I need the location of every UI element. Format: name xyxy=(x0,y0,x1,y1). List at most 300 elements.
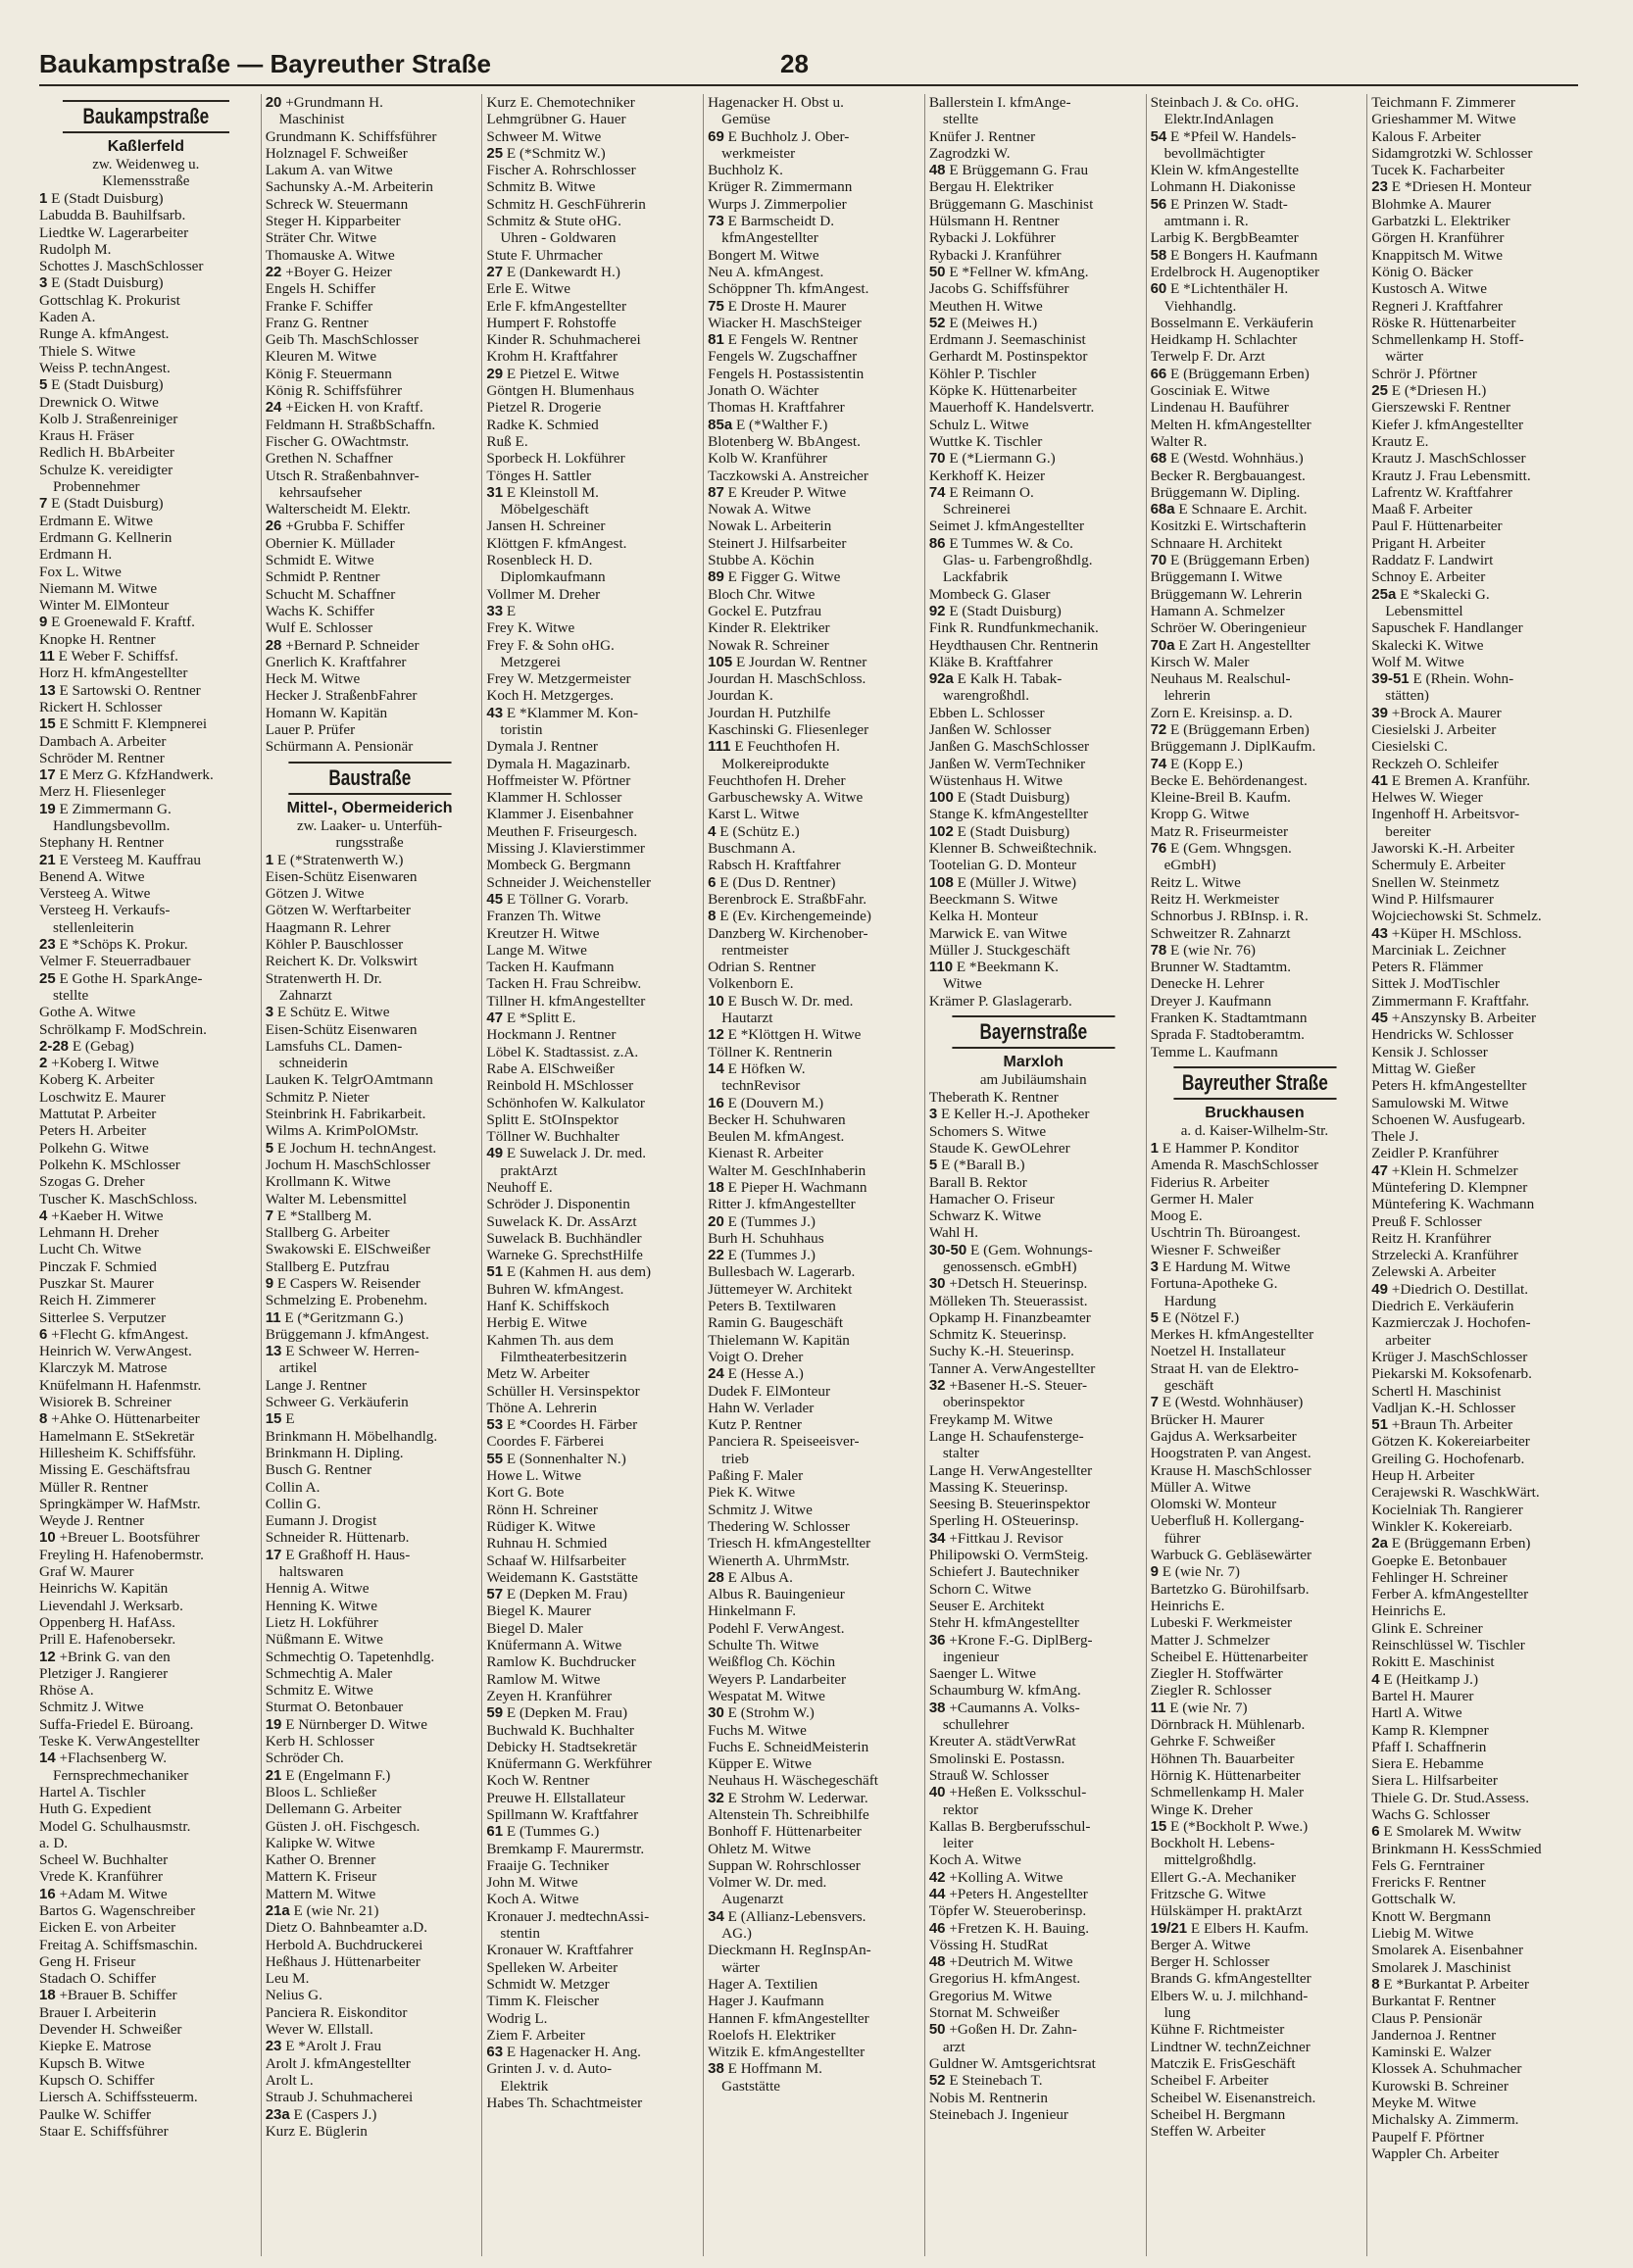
entry-continuation: genossensch. eGmbH) xyxy=(942,1258,1077,1275)
resident-entry xyxy=(708,213,916,229)
resident-text: E (Tummes G.) xyxy=(506,1823,600,1841)
resident-text: Metz W. Arbeiter xyxy=(486,1365,590,1383)
resident-text: Runge A. kfmAngest. xyxy=(39,325,170,343)
resident-text: E (Stadt Duisburg) xyxy=(51,495,164,513)
resident-entry xyxy=(1151,568,1360,585)
resident-text: Berenbrock E. StraßbFahr. xyxy=(708,890,867,908)
resident-text: Weißflog Ch. Köchin xyxy=(708,1653,836,1671)
resident-text: E *Pfeil W. Handels- xyxy=(1170,127,1297,145)
resident-text: +Brink G. van den xyxy=(59,1648,171,1665)
resident-text: E (Brüggemann Erben) xyxy=(1170,365,1310,382)
resident-entry xyxy=(266,2106,474,2123)
resident-text: Rabe A. ElSchweißer xyxy=(486,1060,615,1077)
house-number: 20 xyxy=(708,1212,724,1230)
resident-entry xyxy=(708,366,916,382)
resident-text: E (Stadt Duisburg) xyxy=(51,376,164,394)
house-number: 70 xyxy=(928,450,946,468)
resident-text: Eicken E. von Arbeiter xyxy=(39,1919,176,1937)
entry-continuation: Schreinerei xyxy=(942,501,1011,518)
entry-continuation: trieb xyxy=(721,1450,749,1467)
resident-text: Dreyer J. Kaufmann xyxy=(1150,992,1272,1010)
resident-entry xyxy=(929,1953,1138,1970)
resident-text: Koch H. Metzgerges. xyxy=(486,687,615,705)
resident-text: Erdelbrock H. Augenoptiker xyxy=(1150,263,1320,280)
resident-text: E Brüggemann G. Frau xyxy=(949,162,1089,179)
entry-continuation: mittelgroßhdlg. xyxy=(1163,1851,1257,1869)
resident-text: Nelius G. xyxy=(265,1987,322,2004)
resident-text: Klein W. kfmAngestellte xyxy=(1150,162,1299,179)
resident-text: Lakum A. van Witwe xyxy=(265,162,393,179)
resident-text: Roelofs H. Elektriker xyxy=(708,2026,836,2044)
house-number: 48 xyxy=(928,162,946,179)
resident-entry xyxy=(929,298,1138,315)
resident-entry xyxy=(39,1937,253,1953)
resident-entry xyxy=(929,1632,1138,1649)
resident-text: Maaß F. Arbeiter xyxy=(1371,501,1473,518)
resident-entry xyxy=(1371,1602,1580,1619)
entry-continuation: Augenarzt xyxy=(721,1891,784,1908)
resident-text: Timm K. Fleischer xyxy=(486,1993,600,2010)
resident-text: Graf W. Maurer xyxy=(39,1563,134,1581)
resident-entry xyxy=(39,1851,253,1868)
resident-entry xyxy=(266,1106,474,1122)
resident-entry xyxy=(708,1722,916,1739)
resident-text: Brinkmann H. KessSchmied xyxy=(1371,1840,1542,1857)
resident-text: Staar E. Schiffsführer xyxy=(39,2122,169,2140)
resident-entry xyxy=(1371,280,1580,297)
entry-continuation: ingenieur xyxy=(942,1648,1000,1665)
resident-entry xyxy=(1371,2095,1580,2111)
resident-entry xyxy=(39,1173,253,1190)
resident-text: E (Stadt Duisburg) xyxy=(949,602,1062,619)
resident-entry xyxy=(929,1614,1138,1631)
resident-text: Schmitz K. Steuerinsp. xyxy=(928,1326,1066,1344)
resident-text: E *Arolt J. Frau xyxy=(285,2038,382,2055)
resident-text: Jandernoa J. Rentner xyxy=(1371,2026,1497,2044)
resident-text: Bartetzko G. Bürohilfsarb. xyxy=(1150,1580,1310,1598)
resident-text: E Schütz E. Witwe xyxy=(276,1004,390,1021)
resident-text: Lindtner W. technZeichner xyxy=(1150,2038,1311,2055)
resident-text: Kurz E. Büglerin xyxy=(265,2122,368,2140)
resident-text: Goepke E. Betonbauer xyxy=(1371,1552,1508,1569)
resident-entry xyxy=(39,1071,253,1088)
resident-text: Erdmann E. Witwe xyxy=(39,512,153,529)
resident-text: Güsten J. oH. Fischgesch. xyxy=(265,1817,421,1835)
resident-entry xyxy=(929,1123,1138,1140)
resident-entry xyxy=(39,274,253,291)
resident-text: E Figger G. Witwe xyxy=(727,568,841,586)
resident-entry xyxy=(266,535,474,552)
resident-text: Drewnick O. Witwe xyxy=(39,393,159,411)
resident-entry xyxy=(486,1841,695,1857)
house-number: 52 xyxy=(928,314,946,331)
resident-text: Gosciniak E. Witwe xyxy=(1150,382,1270,400)
resident-text: Mattutat P. Arbeiter xyxy=(39,1106,157,1123)
resident-text: Scheibel E. Hüttenarbeiter xyxy=(1150,1648,1309,1665)
resident-entry xyxy=(708,162,916,178)
resident-text: Röske R. Hüttenarbeiter xyxy=(1371,314,1516,331)
resident-text: Sprada F. Stadtoberamtm. xyxy=(1150,1026,1305,1044)
resident-entry xyxy=(1371,1196,1580,1212)
house-number: 20 xyxy=(265,94,282,111)
resident-text: Janßen W. Schlosser xyxy=(928,720,1052,738)
resident-entry xyxy=(266,1292,474,1308)
resident-entry xyxy=(1151,2021,1360,2038)
resident-text: Germer H. Maler xyxy=(1150,1190,1254,1208)
resident-text: Kiepke E. Matrose xyxy=(39,2038,152,2055)
resident-entry xyxy=(39,411,253,427)
resident-entry xyxy=(1151,1784,1360,1800)
resident-entry xyxy=(1151,1767,1360,1784)
resident-text: E Busch W. Dr. med. xyxy=(727,992,854,1010)
resident-entry xyxy=(39,1055,253,1071)
resident-entry xyxy=(929,908,1138,924)
entry-continuation: eGmbH) xyxy=(1163,857,1216,874)
resident-text: Kaschinski G. Fliesenleger xyxy=(708,720,869,738)
resident-text: E (*Geritzmann G.) xyxy=(284,1308,404,1326)
resident-entry xyxy=(1151,1682,1360,1699)
resident-text: Kelka H. Monteur xyxy=(928,908,1038,925)
resident-entry xyxy=(929,1818,1138,1835)
resident-entry xyxy=(486,756,695,772)
resident-entry xyxy=(486,603,695,619)
house-number: 10 xyxy=(708,992,724,1010)
resident-text: Pinczak F. Schmied xyxy=(39,1257,157,1275)
resident-text: E Graßhoff H. Haus- xyxy=(285,1546,411,1563)
resident-text: Brauer I. Arbeiterin xyxy=(39,2003,157,2021)
resident-entry xyxy=(486,1806,695,1823)
resident-text: Velmer F. Steuerradbauer xyxy=(39,953,191,970)
resident-entry xyxy=(486,331,695,348)
resident-entry xyxy=(929,1224,1138,1241)
resident-text: Neuhaus M. Realschul- xyxy=(1150,670,1291,688)
resident-text: E Reimann O. xyxy=(949,483,1034,501)
resident-text: E (Rhein. Wohn- xyxy=(1412,670,1514,688)
resident-entry xyxy=(1371,1383,1580,1400)
resident-entry xyxy=(39,190,253,207)
house-number: 85a xyxy=(708,416,733,433)
resident-entry xyxy=(1151,196,1360,213)
resident-text: Bloch Chr. Witwe xyxy=(708,585,816,603)
house-number: 72 xyxy=(1150,720,1167,738)
resident-text: Podehl F. VerwAngest. xyxy=(708,1619,845,1637)
house-number: 52 xyxy=(928,2072,946,2090)
resident-entry xyxy=(708,1620,916,1637)
resident-text: Philipowski O. VermSteig. xyxy=(928,1547,1089,1564)
resident-entry xyxy=(39,1461,253,1478)
resident-text: +Brauer B. Schiffer xyxy=(59,1987,177,2004)
resident-entry xyxy=(266,603,474,619)
resident-text: E (Tummes J.) xyxy=(727,1212,816,1230)
resident-entry xyxy=(266,1479,474,1496)
resident-text: Fink R. Rundfunkmechanik. xyxy=(928,619,1099,637)
resident-entry xyxy=(486,1602,695,1619)
resident-entry xyxy=(39,783,253,800)
resident-text: Grundmann K. Schiffsführer xyxy=(265,127,437,145)
resident-entry xyxy=(708,1332,916,1349)
resident-entry xyxy=(266,213,474,229)
resident-entry xyxy=(1371,1569,1580,1586)
resident-entry xyxy=(1371,1739,1580,1755)
resident-entry xyxy=(266,1496,474,1512)
resident-text: +Fittkau J. Revisor xyxy=(949,1529,1064,1547)
resident-entry xyxy=(266,178,474,195)
resident-text: Kocielniak Th. Rangierer xyxy=(1371,1501,1523,1518)
resident-entry xyxy=(708,1298,916,1314)
resident-entry xyxy=(266,687,474,704)
resident-entry xyxy=(1151,484,1360,501)
resident-entry xyxy=(486,1569,695,1586)
house-number: 2-28 xyxy=(39,1037,70,1055)
resident-text: Peters H. kfmAngestellter xyxy=(1371,1077,1527,1095)
resident-entry xyxy=(708,315,916,331)
resident-entry xyxy=(266,1377,474,1394)
resident-text: Fortuna-Apotheke G. xyxy=(1150,1275,1278,1293)
resident-entry xyxy=(1151,1547,1360,1563)
resident-text: E Fengels W. Rentner xyxy=(727,331,859,349)
street-heading: Bayernstraße xyxy=(952,1015,1114,1049)
resident-entry xyxy=(1151,874,1360,891)
resident-text: E (Depken M. Frau) xyxy=(506,1586,628,1603)
resident-entry xyxy=(266,1733,474,1750)
house-number: 46 xyxy=(928,1919,946,1937)
resident-text: Lafrentz W. Kraftfahrer xyxy=(1371,483,1513,501)
resident-entry xyxy=(1371,721,1580,738)
resident-text: Schoenen W. Ausfugearb. xyxy=(1371,1110,1526,1128)
resident-text: E Tummes W. & Co. xyxy=(949,534,1073,552)
column-5 xyxy=(924,94,1138,2256)
column-7 xyxy=(1366,94,1580,2256)
resident-entry xyxy=(1371,637,1580,654)
resident-entry xyxy=(486,145,695,162)
entry-continuation: stätten) xyxy=(1385,687,1429,705)
resident-entry xyxy=(1151,501,1360,518)
resident-text: Glink E. Schreiner xyxy=(1371,1619,1483,1637)
resident-entry xyxy=(266,450,474,467)
resident-entry xyxy=(708,1179,916,1196)
resident-entry xyxy=(486,1128,695,1145)
resident-text: E xyxy=(506,602,517,619)
house-number: 19 xyxy=(39,800,56,817)
house-number: 43 xyxy=(1371,924,1388,942)
resident-entry xyxy=(708,128,916,145)
resident-entry xyxy=(1151,670,1360,687)
resident-text: Leu M. xyxy=(265,1970,310,1988)
resident-entry xyxy=(39,2089,253,2105)
resident-text: Kühne F. Richtmeister xyxy=(1150,2021,1285,2039)
resident-text: +Caumanns A. Volks- xyxy=(949,1699,1080,1716)
resident-entry xyxy=(39,1868,253,1885)
resident-text: Klenner B. Schweißtechnik. xyxy=(928,840,1098,858)
house-number: 89 xyxy=(708,568,724,586)
resident-text: Krüger R. Zimmermann xyxy=(708,178,853,196)
resident-text: Klöttgen F. kfmAngest. xyxy=(486,534,627,552)
resident-text: Wulf E. Schlosser xyxy=(265,619,373,637)
resident-entry xyxy=(486,247,695,264)
resident-entry xyxy=(266,953,474,969)
resident-text: E Zart H. Angestellter xyxy=(1178,636,1311,654)
resident-entry xyxy=(39,241,253,258)
resident-text: E (Meiwes H.) xyxy=(949,314,1038,331)
resident-text: +Detsch H. Steuerinsp. xyxy=(949,1275,1088,1293)
entry-continuation: Elektr.IndAnlagen xyxy=(1163,111,1274,128)
resident-text: Frey K. Witwe xyxy=(486,619,575,637)
resident-entry xyxy=(1371,1281,1580,1298)
resident-text: Scheibel W. Eisenanstreich. xyxy=(1150,2089,1316,2106)
resident-text: Schröer W. Oberingenieur xyxy=(1150,619,1307,637)
resident-text: Heydthausen Chr. Rentnerin xyxy=(928,636,1099,654)
resident-entry xyxy=(266,94,474,111)
resident-entry xyxy=(266,331,474,348)
entry-continuation: Uhren - Goldwaren xyxy=(500,229,617,247)
resident-entry xyxy=(1371,433,1580,450)
resident-text: Rosenbleck H. D. xyxy=(486,552,593,569)
resident-entry xyxy=(929,1733,1138,1750)
resident-entry xyxy=(929,382,1138,399)
resident-text: Grieshammer M. Witwe xyxy=(1371,111,1516,128)
resident-entry xyxy=(708,908,916,924)
resident-text: E (wie Nr. 21) xyxy=(293,1901,379,1919)
resident-entry xyxy=(266,552,474,568)
resident-text: Kurowski B. Schreiner xyxy=(1371,2077,1509,2095)
resident-text: Gerhardt M. Postinspektor xyxy=(928,348,1088,366)
resident-text: Schmelzing E. Probenehm. xyxy=(265,1292,428,1309)
resident-entry xyxy=(486,738,695,755)
resident-entry xyxy=(39,1377,253,1394)
resident-text: Schöppner Th. kfmAngest. xyxy=(708,280,869,298)
resident-entry xyxy=(266,637,474,654)
resident-text: E (Hesse A.) xyxy=(727,1365,804,1383)
entry-continuation: stellenleiterin xyxy=(53,918,134,936)
resident-text: Kolb W. Kranführer xyxy=(708,450,828,468)
resident-text: +Adam M. Witwe xyxy=(59,1885,168,1902)
house-number: 41 xyxy=(1371,771,1388,789)
resident-entry xyxy=(708,196,916,213)
house-number: 42 xyxy=(928,1868,946,1886)
resident-entry xyxy=(1371,1111,1580,1128)
house-number: 2a xyxy=(1371,1535,1388,1553)
street-location-note: am Jubiläumshain xyxy=(979,1072,1087,1089)
resident-entry xyxy=(39,1359,253,1376)
resident-text: E (wie Nr. 76) xyxy=(1170,941,1256,959)
resident-entry xyxy=(708,721,916,738)
resident-text: Jacobs G. Schiffsführer xyxy=(928,280,1069,298)
resident-text: Prill E. Hafenobersekr. xyxy=(39,1631,176,1649)
resident-entry xyxy=(929,1988,1138,2004)
resident-entry xyxy=(1371,1230,1580,1247)
house-number: 74 xyxy=(928,483,946,501)
resident-text: Heinrichs E. xyxy=(1371,1602,1447,1620)
resident-text: Berger A. Witwe xyxy=(1150,1936,1251,1953)
resident-entry xyxy=(486,468,695,484)
resident-entry xyxy=(266,738,474,755)
resident-text: Franz G. Rentner xyxy=(265,314,369,331)
resident-entry xyxy=(1151,840,1360,857)
house-number: 24 xyxy=(708,1365,724,1383)
resident-text: Kazmierczak J. Hochofen- xyxy=(1371,1314,1531,1332)
resident-entry xyxy=(39,1682,253,1699)
resident-text: E Kreuder P. Witwe xyxy=(727,483,847,501)
resident-text: Freitag A. Schiffsmaschin. xyxy=(39,1936,198,1953)
resident-entry xyxy=(1371,1806,1580,1823)
resident-text: Huth G. Expedient xyxy=(39,1800,152,1818)
resident-text: Staude K. GewOLehrer xyxy=(928,1139,1070,1157)
resident-text: +Grundmann H. xyxy=(285,94,383,111)
resident-entry xyxy=(486,1332,695,1349)
resident-entry xyxy=(39,343,253,360)
resident-entry xyxy=(486,1993,695,2009)
resident-text: Hager A. Textilien xyxy=(708,1975,818,1993)
resident-text: Gothe A. Witwe xyxy=(39,1004,136,1021)
resident-entry xyxy=(266,518,474,534)
entry-continuation: wärter xyxy=(1385,348,1424,366)
resident-entry xyxy=(266,1818,474,1835)
resident-entry xyxy=(929,1089,1138,1106)
resident-text: Vrede K. Kranführer xyxy=(39,1868,164,1886)
resident-text: Walter M. Lebensmittel xyxy=(265,1190,407,1208)
resident-text: Sidamgrotzki W. Schlosser xyxy=(1371,144,1533,162)
resident-text: Thomas H. Kraftfahrer xyxy=(708,399,845,417)
resident-text: Rabsch H. Kraftfahrer xyxy=(708,857,841,874)
resident-text: Meuthen F. Friseurgesch. xyxy=(486,822,638,840)
resident-text: Bockholt H. Lebens- xyxy=(1150,1835,1275,1852)
resident-text: Gajdus A. Werksarbeiter xyxy=(1150,1427,1297,1445)
resident-entry xyxy=(266,852,474,868)
resident-entry xyxy=(39,1241,253,1257)
resident-text: E Schmitt F. Klempnerei xyxy=(59,715,208,733)
resident-entry xyxy=(929,670,1138,687)
entry-continuation: stellte xyxy=(53,986,89,1004)
resident-text: E Bongers H. Kaufmann xyxy=(1170,246,1318,264)
resident-entry xyxy=(1371,840,1580,857)
resident-text: a. D. xyxy=(39,1834,69,1851)
resident-text: Gregorius H. kfmAngest. xyxy=(928,1970,1081,1988)
entry-continuation: rektor xyxy=(942,1800,979,1818)
resident-text: E (Brüggemann Erben) xyxy=(1391,1535,1531,1553)
resident-entry xyxy=(1151,1445,1360,1461)
entry-continuation: Zahnarzt xyxy=(278,986,332,1004)
resident-text: Snellen W. Steinmetz xyxy=(1371,873,1500,891)
resident-entry xyxy=(1371,315,1580,331)
resident-text: E Sartowski O. Rentner xyxy=(59,681,201,699)
entry-continuation: Gemüse xyxy=(721,111,770,128)
house-number: 30 xyxy=(708,1704,724,1722)
resident-entry xyxy=(39,1089,253,1106)
resident-text: Regneri J. Kraftfahrer xyxy=(1371,297,1503,315)
house-number: 16 xyxy=(39,1885,56,1902)
house-number: 105 xyxy=(708,653,733,670)
resident-entry xyxy=(1371,1790,1580,1806)
resident-entry xyxy=(929,586,1138,603)
resident-text: Schmitz J. Witwe xyxy=(39,1699,144,1716)
resident-text: Freykamp M. Witwe xyxy=(928,1410,1053,1428)
resident-text: Kort G. Bote xyxy=(486,1484,565,1502)
resident-entry xyxy=(1371,670,1580,687)
resident-entry xyxy=(486,111,695,127)
resident-text: Dymala J. Rentner xyxy=(486,738,598,756)
resident-text: Kläke B. Kraftfahrer xyxy=(928,653,1053,670)
resident-entry xyxy=(1151,1818,1360,1835)
resident-text: E Jochum H. technAngest. xyxy=(276,1139,437,1157)
resident-text: Schmellenkamp H. Stoff- xyxy=(1371,331,1524,349)
resident-entry xyxy=(929,1920,1138,1937)
resident-entry xyxy=(486,1416,695,1433)
resident-entry xyxy=(708,1365,916,1382)
resident-text: Tuscher K. MaschSchloss. xyxy=(39,1190,198,1208)
resident-text: Busch G. Rentner xyxy=(265,1461,372,1479)
resident-entry xyxy=(266,721,474,738)
resident-entry xyxy=(708,1484,916,1501)
